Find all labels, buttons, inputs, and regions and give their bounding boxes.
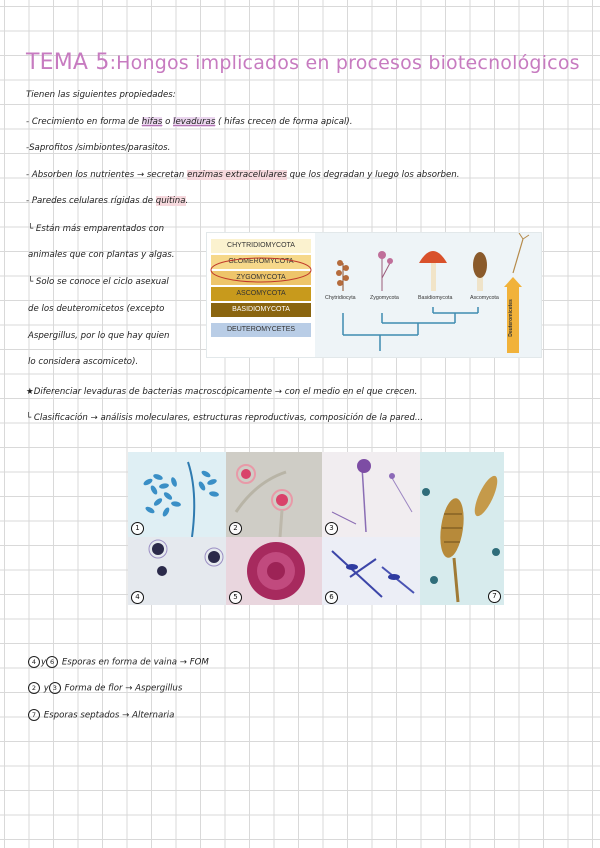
side-note-line: de los deuteromicetos (excepto	[28, 304, 165, 314]
badge-2: 2	[229, 522, 242, 535]
morel-illustration	[473, 252, 487, 291]
mushroom-illustration	[419, 251, 447, 291]
note-number: 3	[49, 682, 61, 694]
side-note-line: Aspergillus, por lo que hay quien	[28, 331, 170, 341]
micrograph-2	[226, 452, 322, 537]
label-zygomycota: Zygomycota	[370, 295, 399, 301]
badge-1: 1	[131, 522, 144, 535]
bullet-nutrients	[26, 170, 459, 180]
fungi-phylogeny-figure	[206, 232, 542, 358]
bullet-nutrients-post: que los degradan y luego los absorben.	[286, 170, 460, 180]
band-basidiomycota: BASIDIOMYCOTA	[211, 303, 311, 317]
note-number: 6	[46, 656, 58, 668]
page-title	[26, 50, 580, 75]
note-septados-text: Esporas septados → Alternaria	[41, 710, 175, 721]
micrograph-7	[420, 452, 504, 605]
band-chytridiomycota: CHYTRIDIOMYCOTA	[211, 239, 311, 253]
note-number: 4	[28, 656, 40, 668]
bullet-growth-o: o	[162, 117, 174, 127]
label-ascomycota: Ascomycota	[470, 295, 499, 301]
badge-5: 5	[229, 591, 242, 604]
side-note-line: └ Están más emparentados con	[28, 224, 165, 234]
side-note-line: └ Solo se conoce el ciclo asexual	[28, 277, 169, 287]
micrograph-1	[128, 452, 226, 537]
chytrid-illustration	[336, 260, 349, 291]
term-quitina: quitina	[155, 196, 186, 206]
deuteromycetes-label: Deuteromicetes	[507, 299, 514, 337]
bullet-wall-pre: - Paredes celulares rígidas de	[26, 196, 156, 206]
micrograph-3	[322, 452, 420, 537]
badge-4: 4	[131, 591, 144, 604]
label-basidiomycota: Basidiomycota	[418, 295, 453, 301]
bullet-growth-pre: - Crecimiento en forma de	[26, 117, 142, 127]
band-ascomycota: ASCOMYCOTA	[211, 287, 311, 301]
badge-6: 6	[325, 591, 338, 604]
micrograph-5	[226, 537, 322, 605]
bullet-nutrients-pre: - Absorben los nutrientes → secretan	[26, 170, 188, 180]
micrograph-4	[128, 537, 226, 605]
micrograph-7-image	[420, 452, 504, 605]
note-vaina: 4 y 6 Esporas en forma de vaina → FOM	[28, 656, 209, 668]
bullet-lifestyle: -Saprofitos /simbiontes/parasitos.	[26, 143, 171, 153]
note-flor-text: Forma de flor → Aspergillus	[61, 683, 183, 694]
bullet-wall-post: .	[185, 196, 189, 206]
note-flor: 2 y 3 Forma de flor → Aspergillus	[28, 682, 182, 694]
note-number: 2	[28, 682, 40, 694]
bullet-growth-post: ( hifas crecen de forma apical).	[215, 117, 353, 127]
badge-3: 3	[325, 522, 338, 535]
diferenciar-line: ★Diferenciar levaduras de bacterias macroscópicamente → con el medio en el que crecen.	[26, 387, 418, 397]
term-enzimas: enzimas extracelulares	[187, 170, 287, 180]
micrograph-grid	[128, 452, 504, 605]
band-zygomycota: ZYGOMYCOTA	[211, 271, 311, 285]
conidiophore-illustration	[513, 233, 529, 273]
note-septados	[28, 709, 174, 721]
clasificacion-line: └ Clasificación → análisis moleculares, estructuras reproductivas, composición de la pared...	[26, 413, 424, 423]
title-text: Hongos implicados en procesos biotecnológicos	[116, 52, 580, 74]
zygomycete-illustration	[378, 251, 393, 291]
term-levaduras: levaduras	[173, 117, 216, 127]
bullet-wall	[26, 196, 188, 206]
bullet-growth	[26, 117, 352, 127]
intro-line: Tienen las siguientes propiedades:	[26, 90, 176, 100]
title-separator: :	[109, 52, 117, 74]
note-vaina-text: Esporas en forma de vaina → FOM	[59, 657, 209, 668]
title-prefix: TEMA 5	[26, 50, 110, 75]
side-note-line: lo considera ascomiceto).	[28, 357, 139, 367]
note-number: 7	[28, 709, 40, 721]
band-deuteromycetes: DEUTEROMYCETES	[211, 323, 311, 337]
label-chytridiocyta: Chytridiocyta	[325, 295, 356, 301]
term-hifas: hifas	[141, 117, 163, 127]
band-glomeromycota: GLOMEROMYCOTA	[211, 255, 311, 269]
side-note-line: animales que con plantas y algas.	[28, 250, 175, 260]
micrograph-6	[322, 537, 420, 605]
phylogeny-tree	[343, 307, 478, 351]
badge-7: 7	[488, 590, 501, 603]
